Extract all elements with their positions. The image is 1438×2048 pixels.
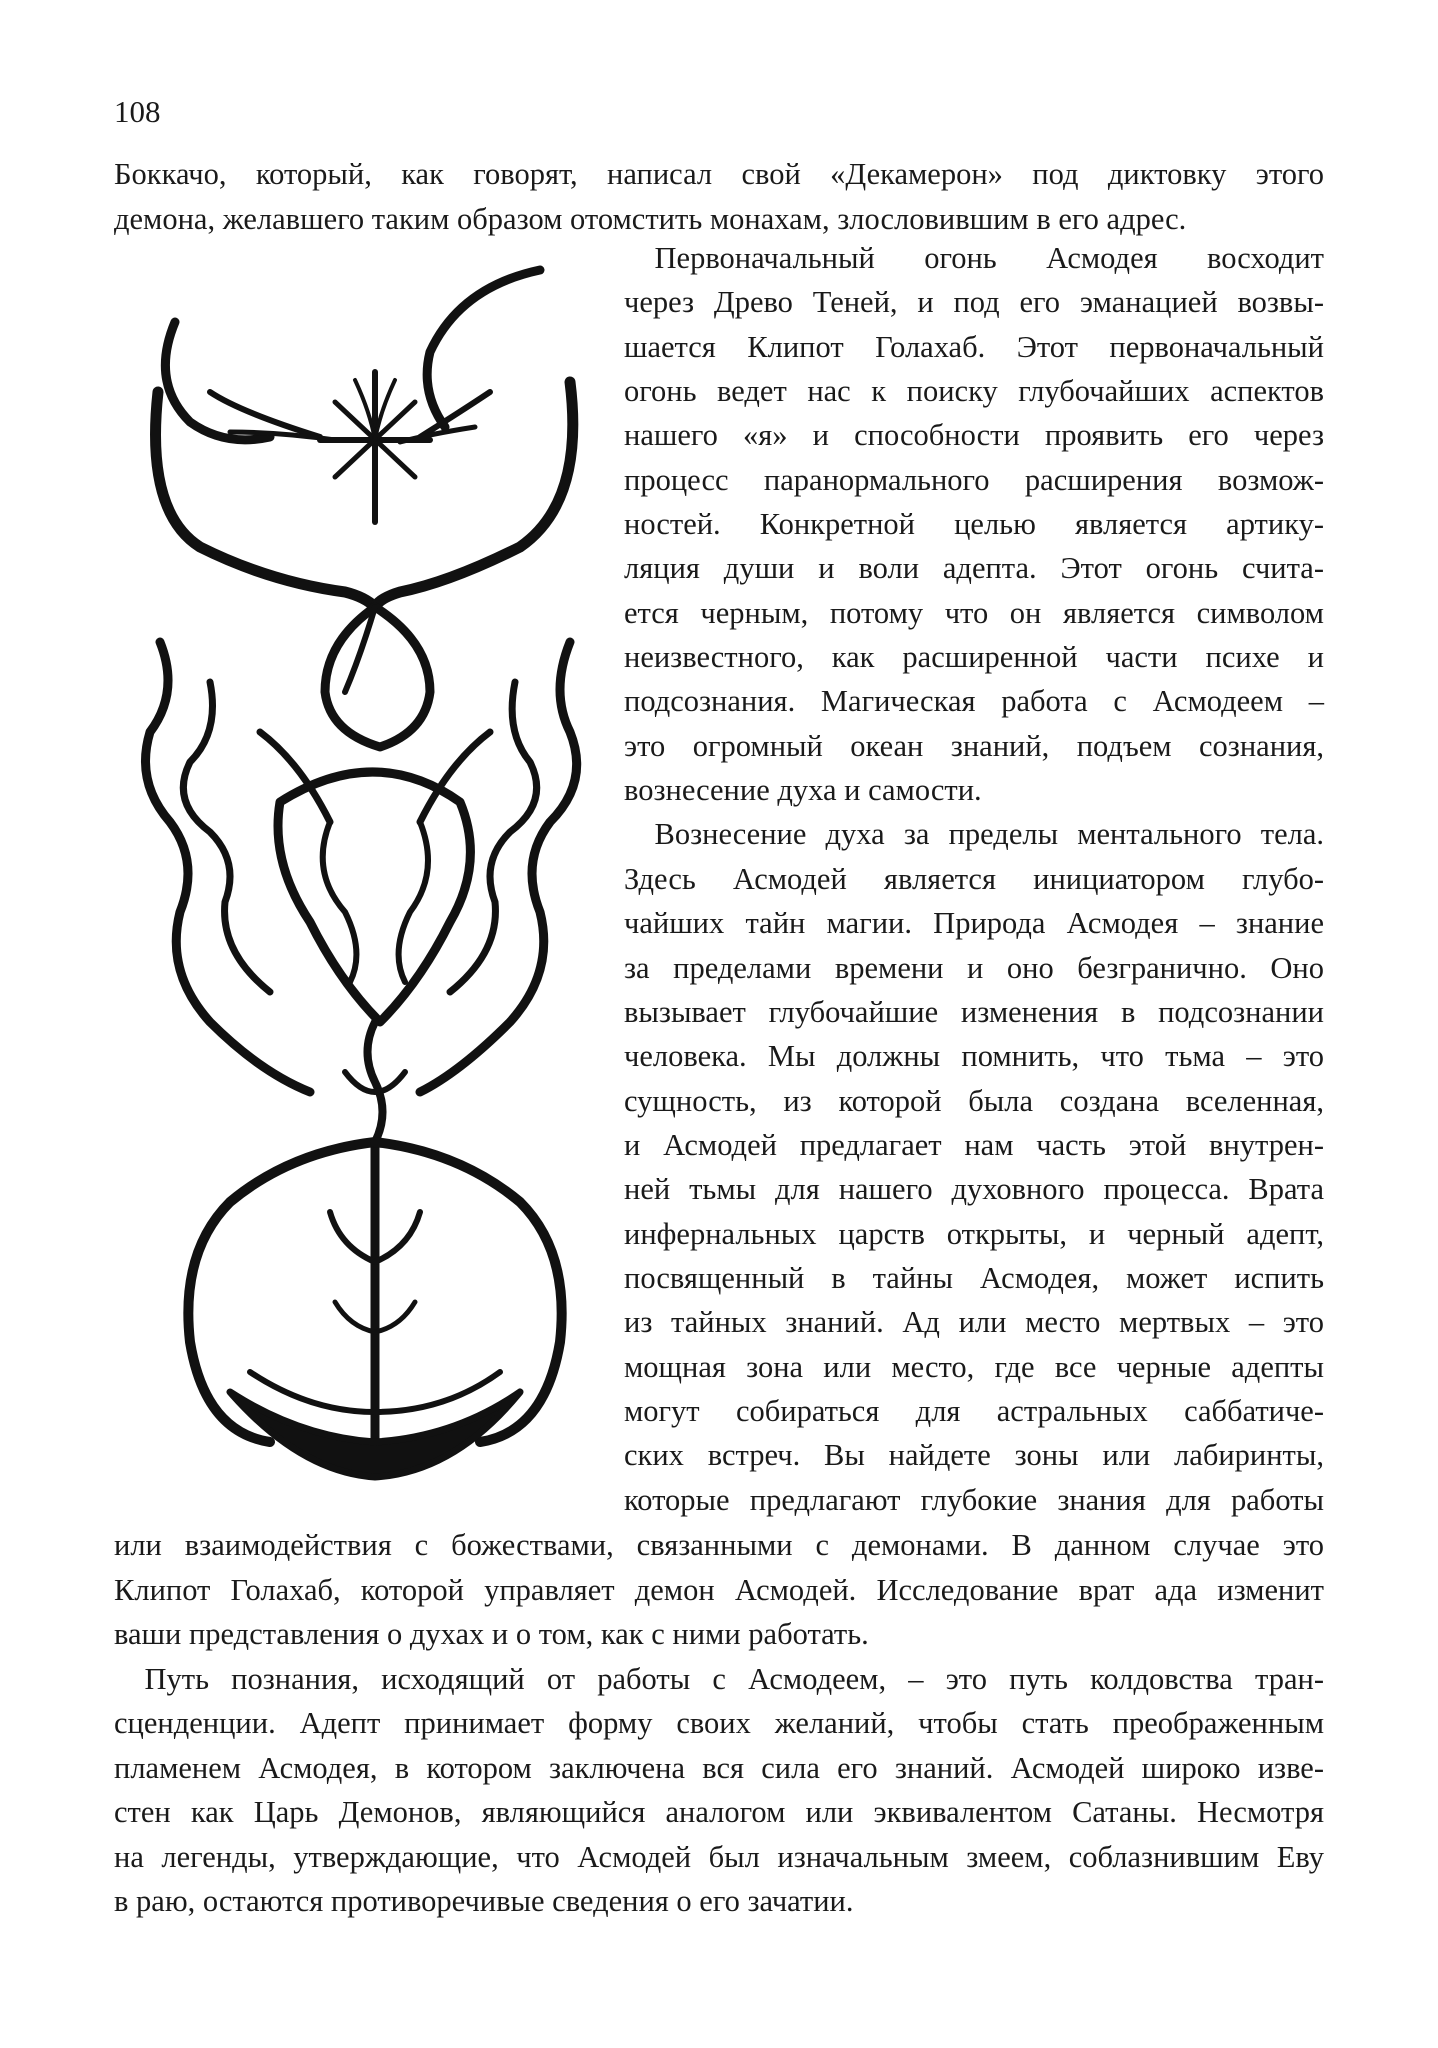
text-line: ваши представления о духах и о том, как с ними работать.: [114, 1617, 869, 1651]
text-line: Путь познания, исходящий от работы с Асмодеем, – это путь колдовства тран-: [114, 1661, 1324, 1696]
text-line: ется черным, потому что он является символом: [624, 595, 1324, 630]
text-line: мощная зона или место, где все черные адепты: [624, 1349, 1324, 1384]
text-line: ней тьмы для нашего духовного процесса. Врата: [624, 1172, 1324, 1207]
text-line: из тайных знаний. Ад или место мертвых – это: [624, 1305, 1324, 1340]
text-line: вызывает глубочайшие изменения в подсознании: [624, 994, 1324, 1029]
text-line: в раю, остаются противоречивые сведения о его зачатии.: [114, 1884, 854, 1918]
text-line: вознесение духа и самости.: [624, 773, 982, 808]
text-line: или взаимодействия с божествами, связанными с демонами. В данном случае это: [114, 1528, 1324, 1562]
text-line: стен как Царь Демонов, являющийся аналогом или эквивалентом Сатаны. Несмотря: [114, 1795, 1324, 1829]
text-line: ских встреч. Вы найдете зоны или лабиринты,: [624, 1438, 1324, 1473]
text-line: ностей. Конкретной целью является артику-: [624, 507, 1324, 542]
text-line: на легенды, утверждающие, что Асмодей был изначальным змеем, соблазнившим Еву: [114, 1839, 1324, 1874]
closing-paragraphs: [114, 1523, 1324, 1924]
text-line: Клипот Голахаб, которой управляет демон Асмодей. Исследование врат ада изменит: [114, 1572, 1324, 1607]
text-line: процесс паранормального расширения возмож-: [624, 462, 1324, 497]
text-line: подсознания. Магическая работа с Асмодеем –: [624, 684, 1324, 719]
intro-paragraph: [114, 152, 1324, 241]
text-line: посвященный в тайны Асмодея, может испить: [624, 1260, 1324, 1295]
text-line: человека. Мы должны помнить, что тьма – это: [624, 1039, 1324, 1074]
text-line: которые предлагают глубокие знания для работы: [624, 1482, 1324, 1517]
text-line: огонь ведет нас к поиску глубочайших аспектов: [624, 374, 1324, 409]
sigil-illustration: [130, 262, 585, 1502]
text-line: и Асмодей предлагает нам часть этой внутрен-: [624, 1127, 1324, 1162]
text-line: Вознесение духа за пределы ментального тела.: [624, 817, 1324, 852]
text-line: Боккачо, который, как говорят, написал свой «Декамерон» под диктовку этого: [114, 157, 1324, 191]
text-line: пламенем Асмодея, в котором заключена вся сила его знаний. Асмодей широко изве-: [114, 1750, 1324, 1785]
text-line: Здесь Асмодей является инициатором глубо-: [624, 861, 1324, 896]
text-line: шается Клипот Голахаб. Этот первоначальный: [624, 329, 1324, 364]
text-line: сущность, из которой была создана вселенная,: [624, 1083, 1324, 1118]
text-line: нашего «я» и способности проявить его через: [624, 418, 1324, 453]
text-line: могут собираться для астральных саббатиче-: [624, 1393, 1324, 1428]
text-line: ляция души и воли адепта. Этот огонь счита-: [624, 551, 1324, 586]
text-line: Первоначальный огонь Асмодея восходит: [624, 241, 1324, 275]
text-line: через Древо Теней, и под его эманацией возвы-: [624, 285, 1324, 320]
text-line: это огромный океан знаний, подъем сознания,: [624, 728, 1324, 763]
text-line: за пределами времени и оно безгранично. Оно: [624, 950, 1324, 985]
text-line: инфернальных царств открыты, и черный адепт,: [624, 1216, 1324, 1251]
text-line: неизвестного, как расширенной части психе и: [624, 640, 1324, 675]
text-line: чайших тайн магии. Природа Асмодея – знание: [624, 906, 1324, 941]
wrapped-paragraphs: [624, 236, 1324, 1522]
text-line: демона, желавшего таким образом отомстить монахам, злословившим в его адрес.: [114, 201, 1187, 236]
page-number: 108: [114, 94, 161, 129]
text-line: сценденции. Адепт принимает форму своих желаний, чтобы стать преображенным: [114, 1706, 1324, 1740]
